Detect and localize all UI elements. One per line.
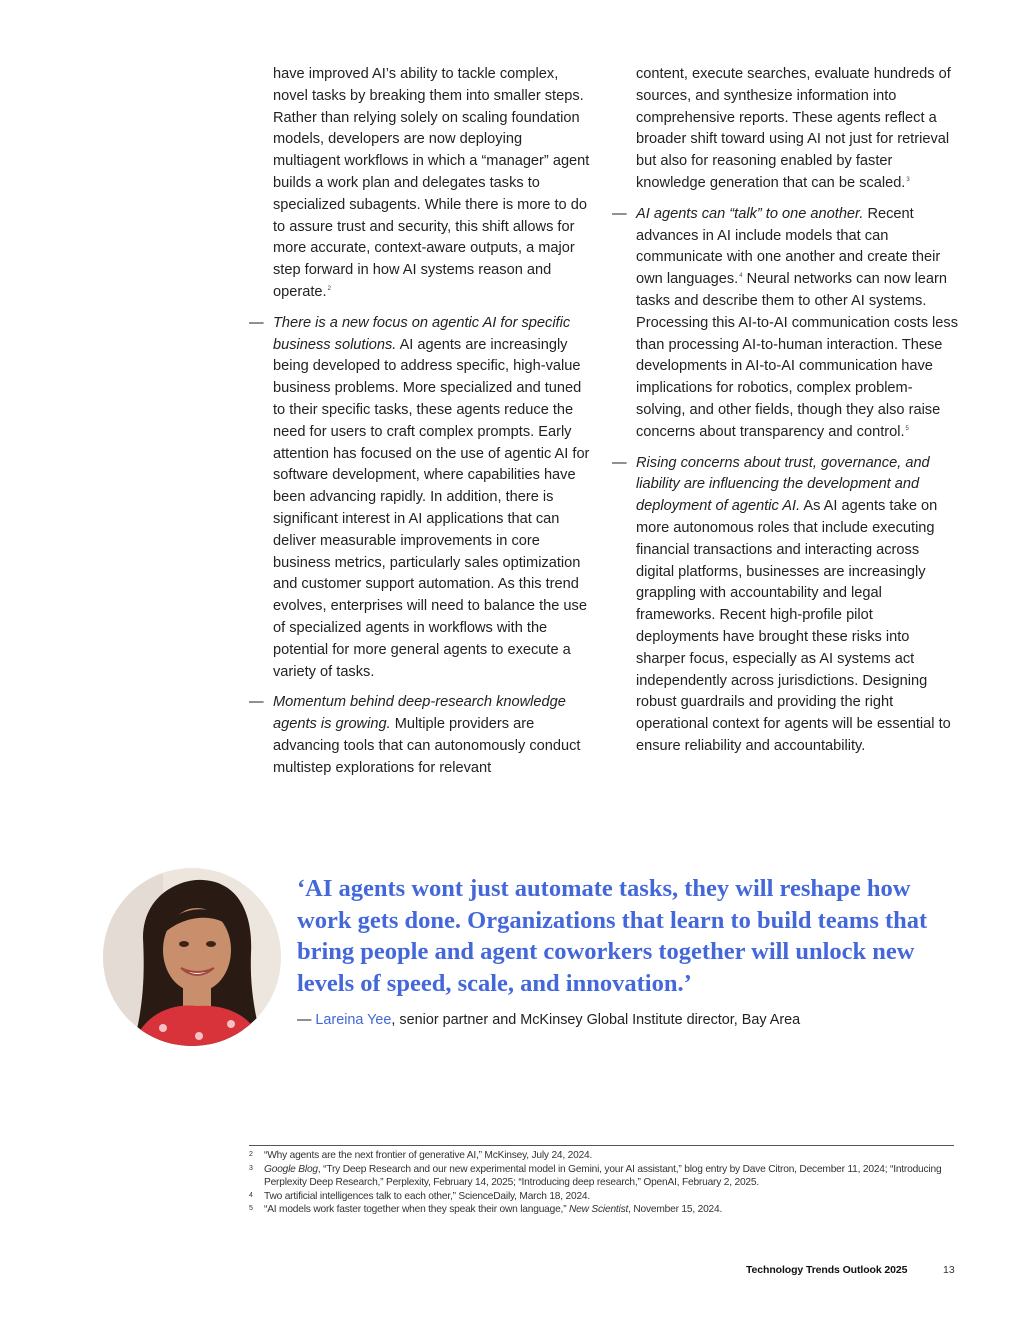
portrait-illustration — [103, 868, 281, 1046]
portrait-photo — [103, 868, 281, 1046]
footnote-text: “Why agents are the next frontier of generative AI,” McKinsey, July 24, 2024. — [264, 1150, 593, 1161]
footnote-number: 2 — [249, 1151, 253, 1158]
pull-quote: ‘AI agents wont just automate tasks, they will reshape how work gets done. Organizations that learn to build teams that bring people and agent coworkers together will unlock new levels of speed, scale, and innovation.’ — [297, 875, 928, 997]
intro-paragraph — [273, 64, 591, 304]
bullet-deep-research — [249, 692, 591, 779]
footnote-italic: Google Blog — [264, 1163, 318, 1175]
footnote-3 — [249, 1163, 954, 1190]
footnote-number: 5 — [249, 1205, 253, 1213]
footnote-italic: New Scientist — [569, 1204, 629, 1216]
bullet-lead: There is a new focus on agentic AI for specific business solutions. — [273, 314, 571, 353]
bullet-dash: — — [612, 205, 627, 222]
footnote-ref: 5 — [905, 425, 909, 432]
footnote-text: “AI models work faster together when they speak their own language,” — [264, 1204, 570, 1216]
attribution-dash: — — [297, 1012, 312, 1028]
right-column — [612, 64, 958, 767]
left-column — [249, 64, 591, 789]
bullet-agents-talk — [612, 204, 958, 444]
attribution-name-link[interactable]: Lareina Yee — [315, 1012, 392, 1028]
footnotes — [249, 1149, 954, 1217]
footnote-ref: 4 — [739, 273, 743, 280]
bullet-agentic-business — [249, 313, 591, 684]
continued-paragraph — [636, 64, 958, 195]
footer-report-title: Technology Trends Outlook 2025 — [746, 1264, 908, 1276]
bullet-trust-governance — [612, 453, 958, 758]
footnote-number: 4 — [249, 1191, 253, 1199]
footnote-divider — [249, 1145, 954, 1146]
bullet-dash: — — [612, 454, 627, 471]
bullet-body: Recent advances in AI include models that can communicate with one another and create their own languages. — [636, 205, 941, 288]
bullet-lead: AI agents can “talk” to one another. — [636, 205, 864, 222]
footnote-text: Two artificial intelligences talk to each other,” ScienceDaily, March 18, 2024. — [264, 1190, 591, 1202]
bullet-lead: Momentum behind deep-research knowledge agents is growing. — [273, 694, 566, 733]
footnote-text: , November 15, 2024. — [628, 1204, 723, 1216]
footnote-5 — [249, 1203, 954, 1217]
bullet-body: Multiple providers are advancing tools that can autonomously conduct multistep explorations for relevant — [273, 716, 581, 776]
footnote-ref: 3 — [906, 177, 910, 184]
attribution-role: , senior partner and McKinsey Global Institute director, Bay Area — [391, 1012, 801, 1028]
bullet-dash: — — [249, 694, 264, 711]
footnote-ref: 2 — [327, 286, 331, 293]
footnote-4 — [249, 1190, 954, 1204]
bullet-lead: Rising concerns about trust, governance, and liability are influencing the development and deployment of agentic AI. — [636, 454, 930, 515]
quote-attribution — [297, 1010, 800, 1030]
bullet-dash: — — [249, 314, 264, 331]
bullet-body: AI agents are increasingly being developed to address specific, high-value business problems. More specialized and tuned to their specific tasks, these agents reduce the need for users to craft complex prompts. Early attention has focused on the use of agentic AI for software development, where capabilities have been advancing rapidly. In addition, there is significant interest in AI applications that can deliver measurable improvements in core business metrics, particularly sales optimization and customer support automation. As this trend evolves, enterprises will need to balance the use of specialized agents in workflows with the potential for more general agents to execute a variety of tasks. — [273, 336, 590, 680]
continued-text: content, execute searches, evaluate hundreds of sources, and synthesize information into comprehensive reports. These agents reflect a broader shift toward using AI not just for retrieval but also for reasoning enabled by faster knowledge generation that can be scaled. — [636, 66, 951, 191]
footnote-text: , “Try Deep Research and our new experimental model in Gemini, your AI assistant,” blog entry by Dave Citron, December 11, 2024; “Introducing Perplexity Deep Research,” Perplexity, February 14, 2025; “Introducing deep research,” OpenAI, February 2, 2025. — [264, 1163, 942, 1189]
footnote-number: 3 — [249, 1164, 253, 1172]
bullet-body: Neural networks can now learn tasks and describe them to other AI systems. Processing this AI-to-AI communication costs less than processing AI-to-human interaction. These developments in AI-to-AI communication have implications for robotics, complex problem-solving, and other fields, though they also raise concerns about transparency and control. — [636, 271, 958, 440]
footnote-2 — [249, 1149, 954, 1163]
intro-text: have improved AI’s ability to tackle complex, novel tasks by breaking them into smaller steps. Rather than relying solely on scaling foundation models, developers are now deploying multiagent workflows in which a “manager” agent builds a work plan and delegates tasks to specialized subagents. While there is more to do to assure trust and security, this shift allows for more accurate, context-aware outputs, a major step forward in how AI systems reason and operate. — [273, 66, 590, 300]
page-number: 13 — [943, 1264, 955, 1276]
bullet-body: As AI agents take on more autonomous roles that include executing financial transactions and interacting across digital platforms, businesses are increasingly grappling with accountability and legal frameworks. Recent high-profile pilot deployments have brought these risks into sharper focus, especially as AI systems act independently across jurisdictions. Designing robust guardrails and providing the right operational context for agents will be essential to ensure reliability and accountability. — [636, 498, 951, 754]
